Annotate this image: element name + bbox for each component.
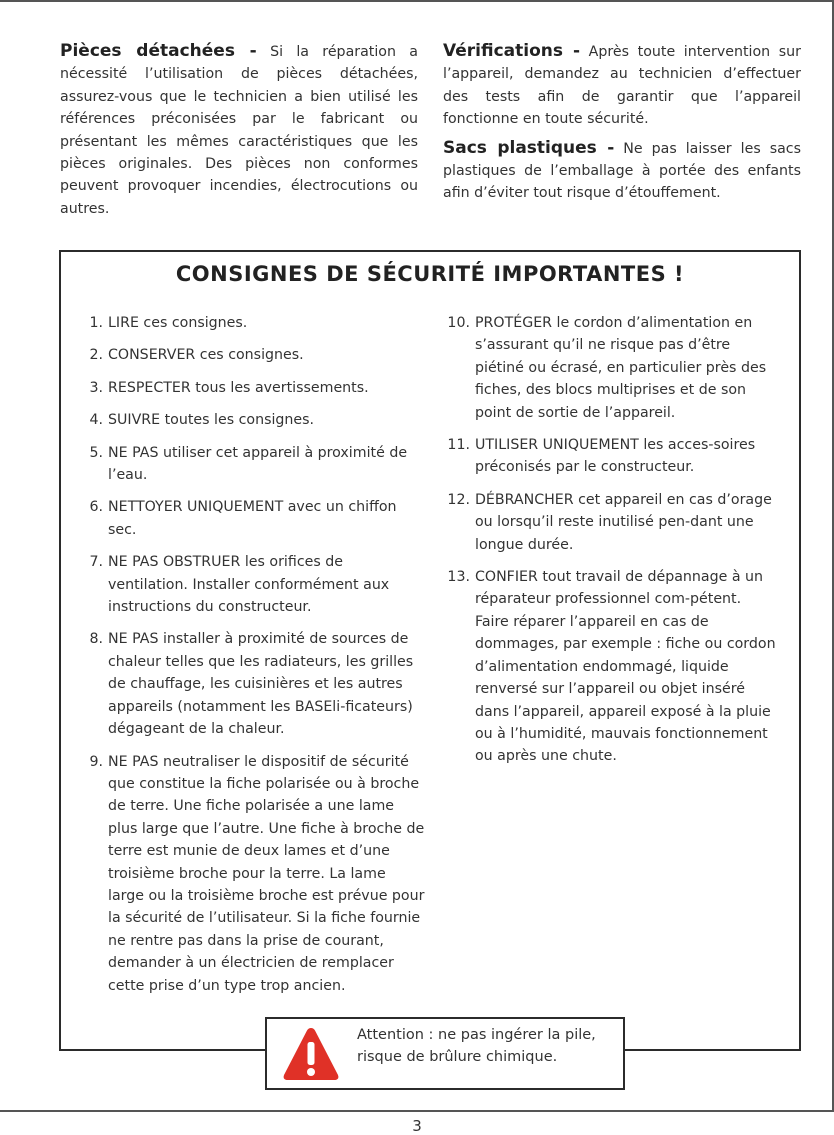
- warning-text: [357, 1024, 622, 1069]
- item-number: 6.: [89, 499, 103, 516]
- item-number: 5.: [89, 444, 103, 461]
- item-text: DÉBRANCHER cet appareil en cas d’orage ou lorsqu’il reste inutilisé pen-dant une longue durée.: [475, 491, 772, 553]
- item-number: 4.: [89, 412, 103, 429]
- item-number: 10.: [447, 315, 470, 331]
- battery-warning: [265, 1017, 625, 1090]
- item-text: PROTÉGER le cordon d’alimentation en s’assurant qu’il ne risque pas d’être piétiné ou écrasé, en particulier près des fiches, des blocs multiprises et de son point de sortie de l’appareil.: [475, 315, 767, 421]
- plastic-bags-text: Ne pas laisser les sacs plastiques de l’emballage à portée des enfants afin d’éviter tout risque d’étouffement.: [443, 140, 801, 202]
- item-text: NE PAS utiliser cet appareil à proximité de l’eau.: [108, 444, 408, 484]
- list-item: [443, 566, 778, 768]
- warning-icon: [281, 1025, 341, 1083]
- item-number: 13.: [447, 569, 470, 586]
- plastic-bags-heading: Sacs plastiques -: [443, 137, 615, 158]
- safety-title: CONSIGNES DE SÉCURITÉ IMPORTANTES !: [175, 262, 685, 286]
- item-text: NE PAS neutraliser le dispositif de sécurité que constitue la fiche polarisée ou à broche de terre. Une fiche polarisée a une lame plus large que l’autre. Une fiche à broche de terre est munie de deux lames et d’une troisième broche pour la terre. La lame large ou la troisième broche est prévue pour la sécurité de l’utilisateur. Si la fiche fournie ne rentre pas dans la prise de courant, demander à un électricien de remplacer cette prise d’un type trop ancien.: [108, 753, 425, 994]
- list-item: [443, 312, 778, 424]
- plastic-bags-paragraph: [443, 137, 801, 205]
- safety-list-left: [81, 312, 425, 1007]
- intro-right-column: [443, 40, 801, 211]
- list-item: [443, 489, 778, 556]
- list-item: [81, 551, 425, 618]
- item-number: 3.: [89, 379, 103, 396]
- list-item: [81, 751, 425, 997]
- checks-text: Après toute intervention sur l’appareil, demandez au technicien d’effectuer des tests afin de garantir que l’appareil fonctionne en toute sécurité.: [443, 44, 801, 128]
- list-item: [81, 496, 425, 541]
- warning-line-1: Attention : ne pas ingérer la pile,: [357, 1027, 596, 1043]
- safety-list-right: [443, 312, 778, 778]
- item-number: 8.: [89, 631, 103, 648]
- checks-paragraph: [443, 40, 801, 131]
- item-number: 12.: [447, 491, 470, 508]
- spare-parts-text: Si la réparation a nécessité l’utilisation de pièces détachées, assurez-vous que le technicien a bien utilisé les références préconisées par le fabricant ou présentant les mêmes caractéristiques que les pièces originales. Des pièces non conformes peuvent provoquer incendies, électrocutions ou autres.: [60, 44, 418, 217]
- list-item: [81, 409, 425, 431]
- list-item: [81, 442, 425, 487]
- page-number: 3: [412, 1117, 422, 1135]
- spare-parts-heading: Pièces détachées -: [60, 41, 257, 61]
- item-text: RESPECTER tous les avertissements.: [108, 379, 369, 396]
- item-text: LIRE ces consignes.: [108, 315, 248, 331]
- item-number: 2.: [89, 347, 103, 364]
- item-text: CONSERVER ces consignes.: [108, 347, 304, 364]
- item-text: NE PAS OBSTRUER les orifices de ventilation. Installer conformément aux instructions du constructeur.: [108, 554, 390, 616]
- item-number: 11.: [447, 437, 470, 454]
- list-item: [81, 344, 425, 366]
- item-number: 1.: [89, 315, 103, 331]
- list-item: [443, 434, 778, 479]
- list-item: [81, 377, 425, 399]
- safety-instructions-box: [59, 250, 801, 1051]
- item-text: NE PAS installer à proximité de sources de chaleur telles que les radiateurs, les grilles de chauffage, les cuisinières et les autres appareils (notamment les BASEli-ficateurs) dégageant de la chaleur.: [108, 631, 414, 738]
- intro-left-column: [60, 40, 418, 226]
- item-text: NETTOYER UNIQUEMENT avec un chiffon sec.: [108, 499, 397, 538]
- item-text: SUIVRE toutes les consignes.: [108, 412, 315, 429]
- item-text: UTILISER UNIQUEMENT les acces-soires préconisés par le constructeur.: [475, 437, 756, 476]
- checks-heading: Vérifications -: [443, 41, 581, 61]
- item-number: 9.: [89, 753, 103, 770]
- warning-line-2: risque de brûlure chimique.: [357, 1049, 558, 1066]
- warning-exclamation-dot: [307, 1068, 315, 1076]
- item-number: 7.: [89, 554, 103, 571]
- spare-parts-paragraph: [60, 40, 418, 220]
- list-item: [81, 312, 425, 334]
- list-item: [81, 628, 425, 740]
- warning-exclamation-bar: [308, 1042, 315, 1065]
- item-text: CONFIER tout travail de dépannage à un réparateur professionnel com-pétent. Faire réparer l’appareil en cas de dommages, par exemple : fiche ou cordon d’alimentation endommagé, liquide renversé sur l’appareil ou objet inséré dans l’appareil, appareil exposé à la pluie ou à l’humidité, mauvais fonctionnement ou après une chute.: [475, 569, 776, 765]
